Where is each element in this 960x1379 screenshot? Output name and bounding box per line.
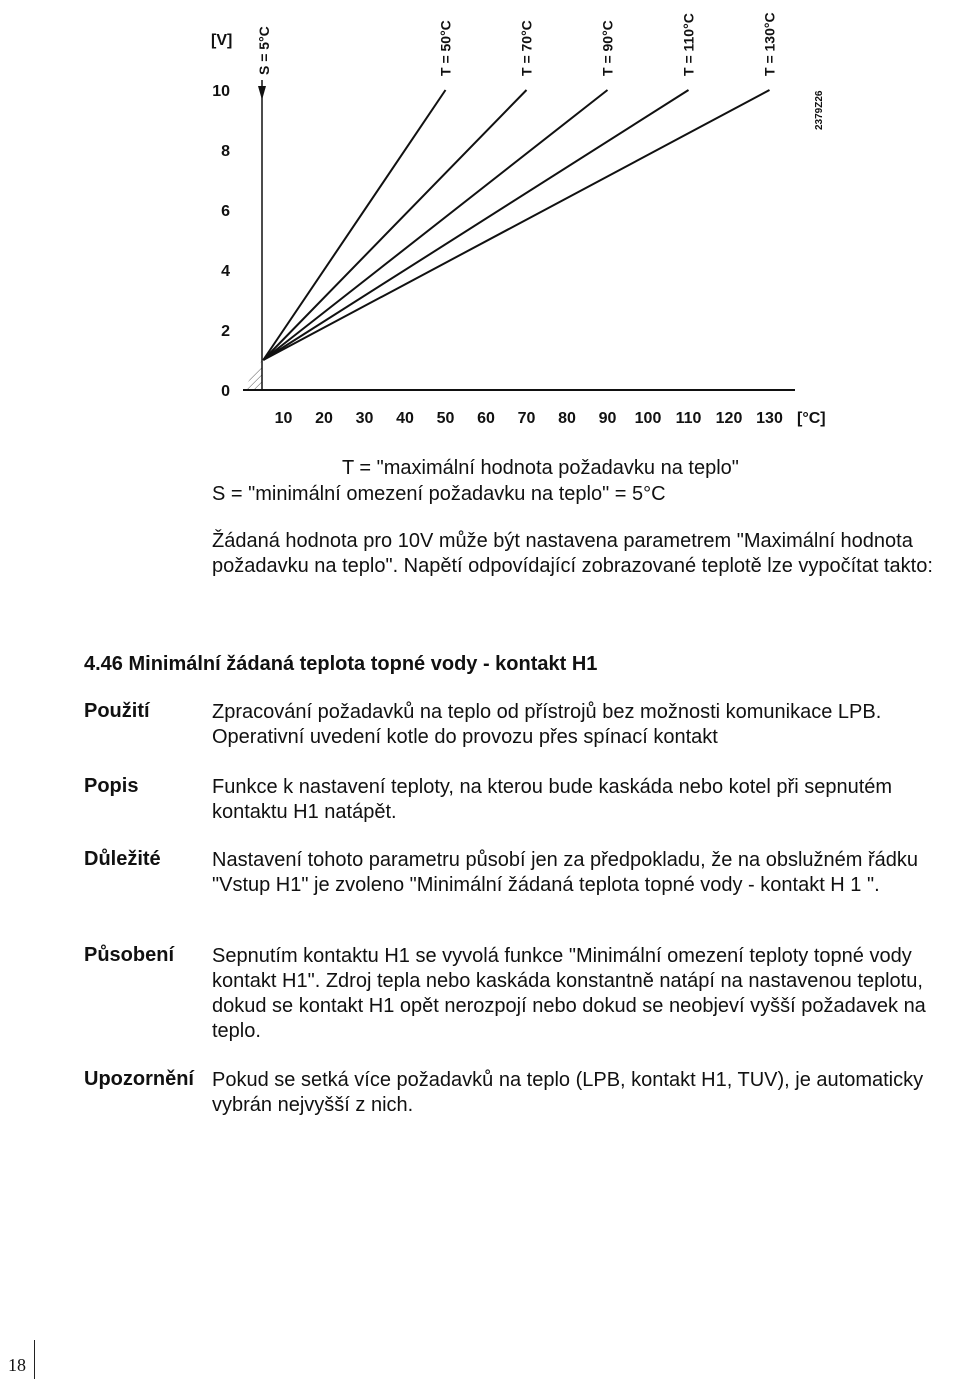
- y-tick-label: 4: [221, 263, 230, 280]
- x-tick-label: 20: [315, 410, 333, 427]
- legend-t: T = "maximální hodnota požadavku na teplo": [342, 457, 739, 479]
- y-tick-label: 6: [221, 203, 230, 220]
- upozorneni-label: Upozornění: [84, 1068, 194, 1090]
- x-tick-label: 130: [756, 410, 783, 427]
- pouziti-label: Použití: [84, 700, 150, 722]
- figure-code: 2379Z26: [814, 90, 825, 130]
- x-tick-label: 10: [274, 410, 293, 427]
- series-line: [263, 90, 769, 360]
- dulezite-label: Důležité: [84, 848, 161, 870]
- x-tick-label: 70: [517, 410, 536, 427]
- x-tick-label: 100: [634, 410, 662, 427]
- popis-text: Funkce k nastavení teploty, na kterou bude kaskáda nebo kotel při sepnutém kontaktu H1 natápět.: [212, 776, 893, 823]
- series-label: T = 130°C: [761, 12, 778, 76]
- minimum-limit-hatch: [243, 360, 262, 390]
- section-heading: 4.46 Minimální žádaná teplota topné vody - kontakt H1: [84, 653, 598, 675]
- voltage-temperature-chart: [200, 0, 840, 440]
- series-label: T = 110°C: [680, 13, 697, 76]
- series-line: [263, 90, 688, 360]
- s-limit-label: S = 5°C: [256, 26, 272, 75]
- x-tick-label: 90: [598, 410, 617, 427]
- y-tick-label: 2: [221, 323, 230, 340]
- series-label: T = 70°C: [518, 20, 535, 76]
- x-tick-label: 80: [558, 410, 576, 427]
- y-tick-label: 10: [212, 83, 230, 100]
- series-label: T = 90°C: [599, 20, 616, 76]
- upozorneni-text: Pokud se setká více požadavků na teplo (LPB, kontakt H1, TUV), je automaticky vybrán nejvyšší z nich.: [212, 1069, 924, 1116]
- series-label: T = 50°C: [437, 20, 454, 76]
- pusobeni-label: Působení: [84, 944, 175, 966]
- series-line: [263, 90, 526, 360]
- dulezite-text: Nastavení tohoto parametru působí jen za předpokladu, že na obslužném řádku "Vstup H1" je zvoleno "Minimální žádaná teplota topné vody - kontakt H 1 ".: [212, 849, 918, 896]
- series-line: [263, 90, 607, 360]
- pusobeni-text: Sepnutím kontaktu H1 se vyvolá funkce "Minimální omezení teploty topné vody kontakt H1". Zdroj tepla nebo kaskáda konstantně natápí na nastavenou teplotu, dokud se kontakt H1 opět nerozpojí nebo dokud se neobjeví vyšší požadavek na teplo.: [212, 945, 926, 1042]
- page-number: 18: [8, 1355, 26, 1375]
- s-limit-arrowhead: [258, 86, 266, 100]
- x-tick-label: 30: [355, 410, 374, 427]
- x-tick-label: 60: [477, 410, 495, 427]
- x-tick-label: 50: [436, 410, 455, 427]
- pouziti-text: Zpracování požadavků na teplo od přístrojů bez možnosti komunikace LPB. Operativní uvedení kotle do provozu přes spínací kontakt: [212, 701, 882, 748]
- x-unit-label: [°C]: [797, 410, 826, 427]
- y-unit-label: [V]: [211, 32, 233, 49]
- series-line: [263, 90, 445, 360]
- x-tick-label: 110: [675, 410, 702, 427]
- intro-paragraph: Žádaná hodnota pro 10V může být nastavena parametrem "Maximální hodnota požadavku na teplo". Napětí odpovídající zobrazované teplotě lze vypočítat takto:: [212, 530, 933, 577]
- y-tick-label: 0: [221, 383, 230, 400]
- x-tick-label: 120: [715, 410, 743, 427]
- page-margin-rule: [34, 1340, 35, 1379]
- x-tick-label: 40: [396, 410, 414, 427]
- popis-label: Popis: [84, 775, 139, 797]
- y-tick-label: 8: [221, 143, 230, 160]
- legend-s: S = "minimální omezení požadavku na teplo" = 5°C: [212, 483, 666, 505]
